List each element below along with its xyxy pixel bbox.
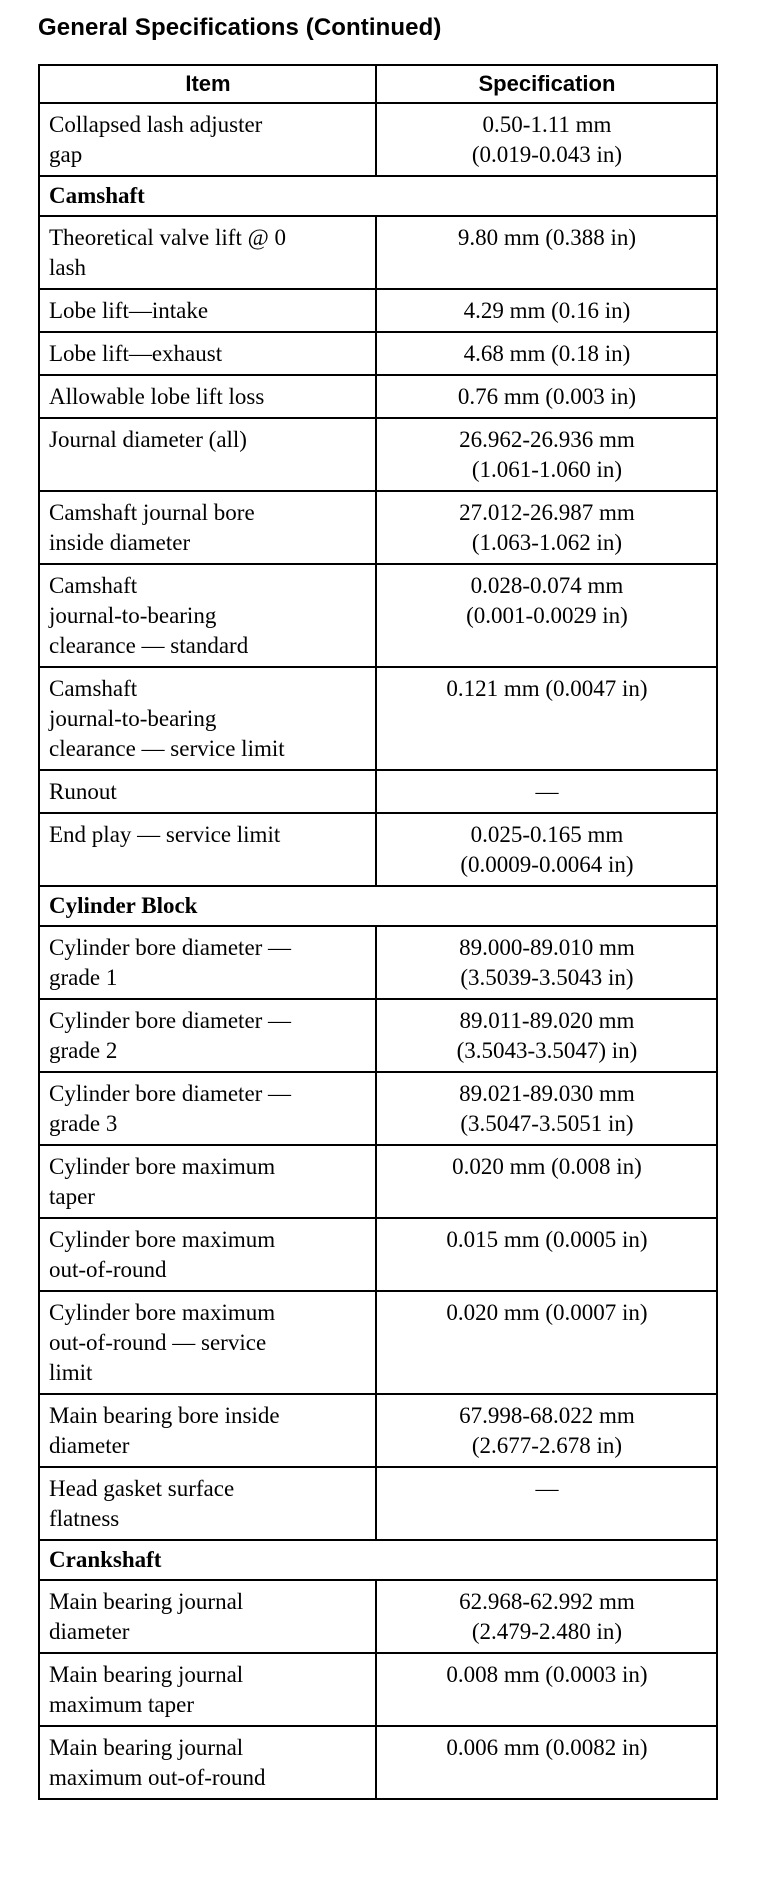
section-row: [39, 886, 717, 926]
item-text-line: maximum out-of-round: [49, 1765, 266, 1790]
item-text-line: grade 3: [49, 1111, 118, 1136]
specification-cell: [376, 999, 717, 1072]
specification-text-line: (0.019-0.043 in): [471, 142, 623, 167]
section-row: [39, 1540, 717, 1580]
specification-cell: [376, 103, 717, 176]
item-cell: [39, 1653, 376, 1726]
item-cell: [39, 216, 376, 289]
table-row: [39, 813, 717, 886]
item-text-line: flatness: [49, 1506, 120, 1531]
item-cell: [39, 1291, 376, 1394]
table-body: [39, 103, 717, 1799]
specification-text-line: (3.5047-3.5051 in): [460, 1111, 634, 1136]
specification-text-line: 0.025-0.165 mm: [470, 822, 624, 847]
item-cell: [39, 418, 376, 491]
item-text-line: Main bearing journal: [49, 1589, 244, 1614]
item-cell: [39, 103, 376, 176]
item-cell: [39, 1218, 376, 1291]
specification-text-line: 27.012-26.987 mm: [459, 500, 635, 525]
item-text-line: limit: [49, 1360, 93, 1385]
item-text-line: Camshaft: [49, 573, 138, 598]
specification-text-line: (0.0009-0.0064 in): [460, 852, 634, 877]
specification-text-line: —: [535, 779, 559, 804]
table-header-row: [39, 65, 717, 103]
column-header-item: Item: [39, 65, 376, 103]
specification-text-line: 4.68 mm (0.18 in): [463, 341, 631, 366]
item-cell: [39, 1580, 376, 1653]
item-cell: [39, 491, 376, 564]
item-text-line: Lobe lift—exhaust: [49, 341, 223, 366]
item-text-line: diameter: [49, 1619, 130, 1644]
item-text-line: Camshaft: [49, 676, 138, 701]
item-cell: [39, 926, 376, 999]
specification-text-line: 0.028-0.074 mm: [470, 573, 624, 598]
specification-cell: [376, 1467, 717, 1540]
table-row: [39, 216, 717, 289]
specification-text-line: (3.5043-3.5047) in): [456, 1038, 638, 1063]
item-text-line: Cylinder bore maximum: [49, 1154, 276, 1179]
item-text-line: Collapsed lash adjuster: [49, 112, 263, 137]
table-row: [39, 1394, 717, 1467]
item-cell: [39, 1394, 376, 1467]
specification-text-line: (0.001-0.0029 in): [466, 603, 628, 628]
item-text-line: diameter: [49, 1433, 130, 1458]
specification-text-line: 89.000-89.010 mm: [459, 935, 635, 960]
table-row: [39, 1653, 717, 1726]
item-cell: [39, 1726, 376, 1799]
specification-cell: [376, 667, 717, 770]
specification-text-line: 0.121 mm (0.0047 in): [446, 676, 648, 701]
item-cell: [39, 813, 376, 886]
specification-cell: [376, 216, 717, 289]
specification-cell: [376, 491, 717, 564]
item-text-line: journal-to-bearing: [49, 706, 217, 731]
specification-text-line: 0.020 mm (0.008 in): [452, 1154, 642, 1179]
item-text-line: Cylinder bore diameter —: [49, 935, 292, 960]
specification-text-line: 4.29 mm (0.16 in): [463, 298, 631, 323]
item-text-line: Main bearing journal: [49, 1662, 244, 1687]
section-row: [39, 176, 717, 216]
item-cell: [39, 999, 376, 1072]
item-text-line: lash: [49, 255, 87, 280]
specification-cell: [376, 1653, 717, 1726]
item-text-line: out-of-round — service: [49, 1330, 267, 1355]
specification-cell: [376, 1145, 717, 1218]
table-row: [39, 1291, 717, 1394]
table-row: [39, 332, 717, 375]
specification-text-line: 0.76 mm (0.003 in): [457, 384, 637, 409]
item-text-line: out-of-round: [49, 1257, 167, 1282]
specification-cell: [376, 289, 717, 332]
table-row: [39, 1218, 717, 1291]
specification-cell: [376, 926, 717, 999]
item-text-line: Cylinder bore maximum: [49, 1227, 276, 1252]
specification-text-line: 0.008 mm (0.0003 in): [446, 1662, 648, 1687]
table-row: [39, 667, 717, 770]
item-text-line: Main bearing journal: [49, 1735, 244, 1760]
specification-text-line: 9.80 mm (0.388 in): [457, 225, 637, 250]
specification-cell: [376, 1218, 717, 1291]
item-text-line: Theoretical valve lift @ 0: [49, 225, 287, 250]
specification-cell: [376, 1291, 717, 1394]
item-text-line: Cylinder bore maximum: [49, 1300, 276, 1325]
specification-cell: [376, 564, 717, 667]
specification-text-line: (2.479-2.480 in): [471, 1619, 623, 1644]
item-cell: [39, 1072, 376, 1145]
item-text-line: Lobe lift—intake: [49, 298, 209, 323]
table-row: [39, 1726, 717, 1799]
specification-cell: [376, 332, 717, 375]
page-title: General Specifications (Continued): [38, 14, 442, 41]
item-text-line: Cylinder bore diameter —: [49, 1008, 292, 1033]
item-text-line: Main bearing bore inside: [49, 1403, 280, 1428]
item-cell: [39, 770, 376, 813]
table-row: [39, 103, 717, 176]
specification-cell: [376, 418, 717, 491]
table-row: [39, 1072, 717, 1145]
specification-cell: [376, 1394, 717, 1467]
item-text-line: grade 2: [49, 1038, 118, 1063]
item-text-line: Head gasket surface: [49, 1476, 235, 1501]
table-row: [39, 770, 717, 813]
item-text-line: taper: [49, 1184, 95, 1209]
item-text-line: Allowable lobe lift loss: [49, 384, 265, 409]
table-row: [39, 289, 717, 332]
table-row: [39, 375, 717, 418]
item-text-line: Camshaft journal bore: [49, 500, 255, 525]
item-cell: [39, 564, 376, 667]
specification-text-line: 62.968-62.992 mm: [459, 1589, 635, 1614]
item-cell: [39, 332, 376, 375]
item-cell: [39, 1467, 376, 1540]
table-row: [39, 491, 717, 564]
table-row: [39, 926, 717, 999]
item-text-line: End play — service limit: [49, 822, 281, 847]
table-row: [39, 999, 717, 1072]
item-cell: [39, 667, 376, 770]
item-text-line: clearance — service limit: [49, 736, 285, 761]
specification-text-line: 0.50-1.11 mm: [482, 112, 612, 137]
item-text-line: grade 1: [49, 965, 118, 990]
item-text-line: Cylinder bore diameter —: [49, 1081, 292, 1106]
specification-cell: [376, 813, 717, 886]
section-heading: Camshaft: [39, 176, 717, 216]
specification-cell: [376, 770, 717, 813]
specification-cell: [376, 1726, 717, 1799]
item-text-line: gap: [49, 142, 83, 167]
specification-text-line: 0.015 mm (0.0005 in): [446, 1227, 648, 1252]
specification-text-line: 89.011-89.020 mm: [459, 1008, 635, 1033]
item-text-line: clearance — standard: [49, 633, 249, 658]
specification-text-line: 0.006 mm (0.0082 in): [446, 1735, 648, 1760]
section-heading: Cylinder Block: [39, 886, 717, 926]
item-text-line: journal-to-bearing: [49, 603, 217, 628]
specification-text-line: (1.063-1.062 in): [471, 530, 623, 555]
specification-cell: [376, 1580, 717, 1653]
table-row: [39, 1467, 717, 1540]
table-row: [39, 564, 717, 667]
item-cell: [39, 289, 376, 332]
column-header-specification: Specification: [376, 65, 717, 103]
section-heading: Crankshaft: [39, 1540, 717, 1580]
table-row: [39, 418, 717, 491]
specification-text-line: 67.998-68.022 mm: [459, 1403, 635, 1428]
item-text-line: maximum taper: [49, 1692, 194, 1717]
specifications-table: [38, 64, 718, 1800]
item-text-line: Runout: [49, 779, 117, 804]
specification-text-line: 26.962-26.936 mm: [459, 427, 635, 452]
table-row: [39, 1580, 717, 1653]
specification-text-line: —: [535, 1476, 559, 1501]
table-row: [39, 1145, 717, 1218]
specification-text-line: (2.677-2.678 in): [471, 1433, 623, 1458]
specification-cell: [376, 375, 717, 418]
item-cell: [39, 375, 376, 418]
specification-text-line: (1.061-1.060 in): [471, 457, 623, 482]
item-text-line: inside diameter: [49, 530, 191, 555]
specification-text-line: 89.021-89.030 mm: [459, 1081, 635, 1106]
item-cell: [39, 1145, 376, 1218]
specification-cell: [376, 1072, 717, 1145]
item-text-line: Journal diameter (all): [49, 427, 247, 452]
specification-text-line: (3.5039-3.5043 in): [460, 965, 634, 990]
specification-text-line: 0.020 mm (0.0007 in): [446, 1300, 648, 1325]
